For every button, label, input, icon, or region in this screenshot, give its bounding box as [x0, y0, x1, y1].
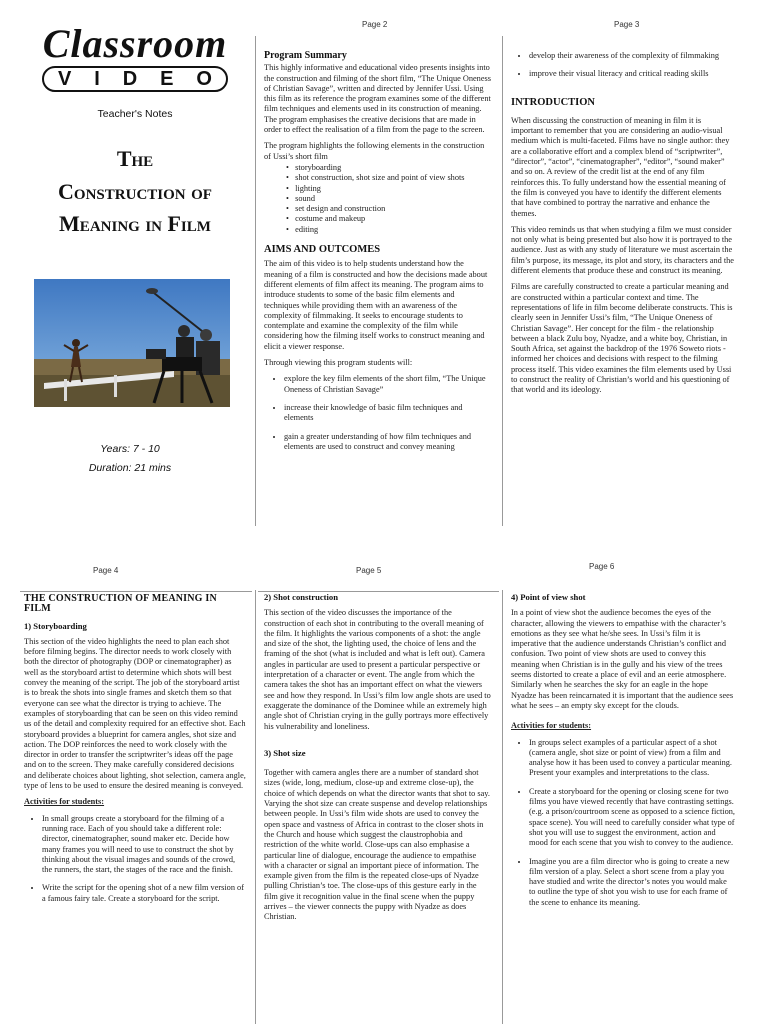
outcomes-list-continued [511, 51, 735, 80]
cover-title-text: Meaning in Film [59, 211, 211, 236]
list-item-text: editing [295, 224, 319, 234]
list-item: • Imagine you are a film director who is going to create a new film version of a play. Select a short scene from a play you have studied and write the director’s notes you would make to outline the type of shot you wish to use for each frame of the scene to enhance its meaning. [529, 857, 735, 908]
page-number-2: Page 2 [362, 20, 388, 29]
cover-title-text: The [116, 146, 154, 171]
page-number-5: Page 5 [356, 566, 382, 575]
point-of-view-activities-list [511, 738, 735, 908]
program-summary-heading: Program Summary [264, 50, 347, 61]
shot-construction-paragraph: This section of the video discusses the importance of the construction of each shot in contributing to the overall meaning of the film. It highlights the various components of a shot: the angle and size of the shot, the lighting used, the choice of lens and the framing of the shot (what is included and what is left out). Camera angles in particular are used to present a particular perspective or interpretation of a character or event. The angle from which the camera takes the shot has an important effect on what the viewers see and how they respond. In Ussi’s film low angle shots are used to exaggerate the dominance of the Dominee while an extremely high angle shot of Christian crying in the gully portrays more effectively his vulnerability and loneliness. [264, 608, 491, 731]
logo-letter: O [196, 67, 212, 90]
list-item: • In small groups create a storyboard for the filming of a running race. Each of you should take a different role: director, cinematographer, sound maker etc. Decide how many frames you will need to use to construct the shot by thinking about the visual images and sounds of the crowd, the runners, the start, the stages of the race and the finish. [42, 814, 246, 876]
program-elements-list [264, 163, 492, 235]
list-item: • gain a greater understanding of how film techniques and elements are used to construct and convey meaning [284, 432, 492, 453]
logo-script-text: Classroom [42, 21, 228, 66]
point-of-view-subheading: 4) Point of view shot [511, 592, 586, 602]
list-item: • lighting [286, 183, 321, 193]
list-item: • develop their awareness of the complexity of filmmaking [529, 51, 735, 61]
page6-column [511, 592, 735, 914]
introduction-paragraph-2: This video reminds us that when studying a film we must consider not only what is being presented but also how it is portrayed to the audience. Just as with any study of literature we must ascertain the film’s purpose, its message, its plot and story, its characters and the different elements that produce these and construct its meaning. [511, 224, 734, 276]
film-set-photo-illustration [34, 279, 230, 407]
classroom-video-logo [42, 21, 228, 100]
divider-bottom-left-top [20, 591, 252, 592]
shot-size-paragraph: Together with camera angles there are a number of standard shot sizes (wide, long, medium, close-up and extreme close-up), the choice of which depends on what the director wants that shot to say. Varying the shot size can create suspense and develop relationships between people. In Ussi’s film wide shots are used to convey the open space and vastness of Africa in contrast to the closer shots in the Church and house which suggest the claustrophobia and restriction of the white world. Close-ups can also emphasise a particular line of dialogue, encourage the audience to empathise with a character or signal an important piece of information. The example given from the film is the repeated close-ups of Nyadze pulling Christian’s toe. The close-ups of this gesture early in the film give it recognition value in the final scene when the puppy arrives – the viewer connects the puppy with Nyadze as does Christian. [264, 768, 490, 922]
page4-column [24, 594, 246, 910]
page2-column [264, 51, 492, 458]
logo-letter: E [160, 67, 174, 90]
cover-title-line2 [30, 179, 240, 205]
cover-title-line3 [30, 211, 240, 237]
cover-title-text: Construction of [58, 179, 212, 204]
activities-heading: Activities for students: [511, 721, 592, 731]
logo-letter: D [122, 67, 138, 90]
list-item: • storyboarding [286, 162, 342, 172]
list-item: • sound [286, 193, 315, 203]
logo-letter: I [94, 67, 100, 90]
teachers-notes-label: Teacher's Notes [97, 108, 173, 120]
page-number-6: Page 6 [589, 562, 615, 571]
introduction-paragraph-3: Films are carefully constructed to create a particular meaning and are constructed within a particular context and time. The representations of life in film become deliberate constructs. This is clearly seen in Jennifer Ussi’s film, “The Unique Oneness of Christian Savage”. Her concept for the film - the relationship between a black Zulu boy, Nyadze, and a white boy, Christian, in South Africa, set against the backdrop of the 1976 Soweto riots - informed her choices and decisions with respect to the filming process itself. This video examines the film elements used by Ussi to construct the reality of Christian’s world and his questioning of that world and its ideology. [511, 282, 733, 395]
construction-meaning-heading: THE CONSTRUCTION OF MEANING IN FILM [24, 593, 217, 615]
page5-column [264, 592, 492, 929]
list-item: • Create a storyboard for the opening or closing scene for two films you have viewed recently that have contrasting settings. (e.g. a prison/courtroom scene as opposed to a science fiction, space scene). You will need to carefully consider what type of shot you will use to suggest the environment, action and mood for each scene that you wish to convey to the audience. [529, 787, 735, 849]
activities-heading: Activities for students: [24, 797, 105, 807]
storyboarding-paragraph: This section of the video highlights the need to plan each shot before filming begins. The director needs to work closely with both the director of photography (DOP or cinematographer) as well as the storyboard artist to determine which shots will best convey the meaning of the script. The job of the storyboard artist is to break the shots into single frames and sketch them so that everyone can see what the director is trying to achieve. The examples of storyboarding that can be seen on this video remind us of the detail and complexity required for an effective shot. Each storyboard provides a blueprint for camera angles, shot size and action. The DOP reinforces the need to work closely with the director in order to transfer the scriptwriter’s ideas off the page and on to the screen. They make carefully considered decisions and deliberate choices about lighting, shot selection, camera angle, type of lens to be used to ensure the desired meaning is conveyed. [24, 636, 246, 791]
list-item-text: lighting [295, 183, 321, 193]
list-item-text: shot construction, shot size and point of view shots [295, 173, 465, 183]
list-item: • In groups select examples of a particular aspect of a shot (camera angle, shot size or point of view) from a film and analyse how it has been used to convey a particular meaning. Present your examples and interpretations to the class. [529, 738, 735, 779]
duration-label: Duration: 21 mins [88, 462, 172, 474]
shot-construction-subheading: 2) Shot construction [264, 592, 339, 602]
list-item: • editing [286, 224, 319, 234]
program-highlights-intro: The program highlights the following elements in the construction of Ussi’s short film [264, 141, 485, 161]
logo-letter: V [58, 67, 72, 90]
page-number-4: Page 4 [93, 566, 119, 575]
list-item: • costume and makeup [286, 214, 366, 224]
page3-column [511, 51, 735, 402]
list-item: • Write the script for the opening shot of a new film version of a famous fairy tale. Create a storyboard for the script. [42, 883, 246, 904]
storyboarding-activities-list [24, 814, 246, 904]
divider-bottom-left [255, 590, 256, 1024]
point-of-view-paragraph: In a point of view shot the audience becomes the eyes of the character, allowing the viewers to empathise with the character’s emotions as they see what he/she sees. In Ussi’s film it is imperative that the audience understands Christian’s conflict and confusion. Two point of view shots are used to convey this meaning when Christian is in the gully and his view of the trees seems distorted to create a place of evil and an eerie atmosphere. Similarly when he searches the sky for an eagle in the hope Nyadze has been reincarnated it is important that the audience sees what he sees – an empty sky except for the clouds. [511, 608, 734, 710]
storyboarding-subheading: 1) Storyboarding [24, 620, 87, 631]
divider-top-left [255, 36, 256, 526]
divider-top-right [502, 36, 503, 526]
list-item-text: storyboarding [295, 162, 342, 172]
aims-outcomes-heading: AIMS AND OUTCOMES [264, 244, 381, 256]
list-item-text: costume and makeup [295, 214, 366, 224]
list-item: • shot construction, shot size and point of view shots [286, 173, 465, 183]
list-item-text: set design and construction [295, 204, 386, 214]
list-item: • set design and construction [286, 204, 386, 214]
logo-video-box [42, 66, 228, 92]
shot-size-subheading: 3) Shot size [264, 747, 306, 758]
cover-title-line1 [30, 146, 240, 172]
list-item: • improve their visual literacy and critical reading skills [529, 69, 735, 79]
years-label: Years: 7 - 10 [100, 443, 160, 455]
aims-students-will: Through viewing this program students will: [264, 358, 413, 368]
introduction-heading: INTRODUCTION [511, 96, 596, 108]
program-summary-paragraph: This highly informative and educational video presents insights into the construction and filming of the short film, “The Unique Oneness of Christian Savage”, written and directed by Jennifer Ussi. Using this film as its reference the program examines some of the different film techniques and elements used in its construction of meaning. The program emphasises the creative decisions that are made in order to effect the realisation of a film from the page to the screen. [264, 63, 491, 135]
list-item: • explore the key film elements of the short film, “The Unique Oneness of Christian Savage” [284, 374, 492, 395]
page-number-3: Page 3 [614, 20, 640, 29]
list-item: • increase their knowledge of basic film techniques and elements [284, 403, 492, 424]
divider-bottom-right [502, 590, 503, 1024]
introduction-paragraph-1: When discussing the construction of meaning in film it is important to remember that you are considering an audio-visual medium which is multi-faceted. Films have no single author: they are a collaborative effort and a complex blend of “scriptwriter”, “director”, “actor”, “cinematographer”, “editor”, “sound maker” and so on. A review of the credit list at the end of any film reinforces this. To fully understand how the essential meaning of the film is conveyed you have to identify the different elements that have combined to portray the narrative and enhance the themes. [511, 115, 730, 218]
outcomes-list [264, 374, 492, 452]
film-set-photo [34, 279, 230, 407]
list-item-text: sound [295, 193, 315, 203]
aims-paragraph: The aim of this video is to help students understand how the meaning of a film is constructed and how the decisions made about different elements of film affect its meaning. The program aims to introduce students to some of the basic film elements and techniques while providing them with an awareness of the complexity of filmmaking. It seeks to encourage students to contemplate and examine the complexity of the film while considering how the filming itself works to construct meaning and elicit a viewer response. [264, 259, 488, 351]
